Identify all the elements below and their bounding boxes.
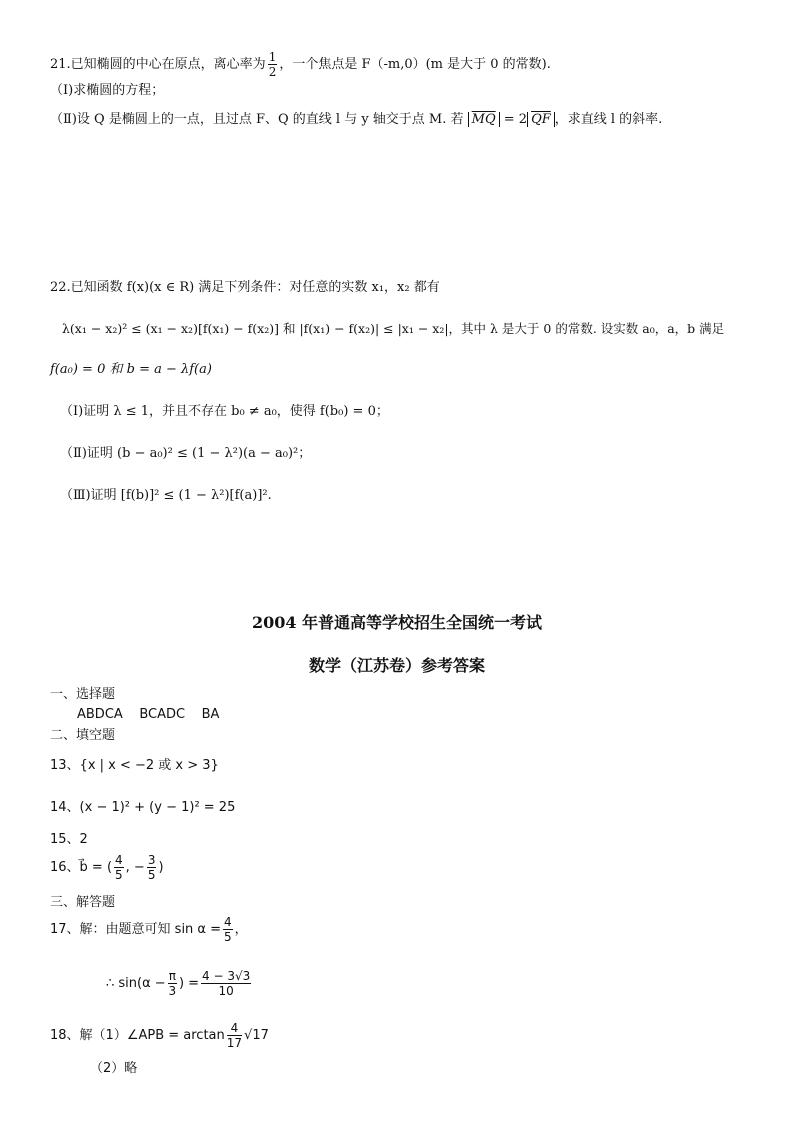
vector-qf: $\overline{QF}$ [527,112,555,127]
p21-part2-text-b: ，求直线 l 的斜率. [554,112,663,127]
p22-part3: （Ⅲ)证明 [f(b)]² ≤ (1 − λ²)[f(a)]². [60,488,272,503]
eccentricity-denominator: 2 [268,65,277,79]
p21-part2 [50,111,662,129]
answer-16-suffix: ) [158,860,164,875]
answer-15: 15、2 [50,832,88,847]
section-fill-heading: 二、填空题 [50,728,116,743]
answer-17c-den-2: 10 [218,984,234,998]
p22-condition: λ(x₁ − x₂)² ≤ (x₁ − x₂)[f(x₁) − f(x₂)] 和 |f(x₁) − f(x₂)| ≤ |x₁ − x₂|，其中 λ 是大于 0 的常数. 设实数 a₀，a，b 满足 [62,321,725,336]
answer-18-den: 17 [226,1036,243,1050]
answer-16-num-1: 4 [115,853,123,867]
answer-17-fraction [223,915,233,944]
answer-16 [50,853,164,882]
answer-18 [50,1021,269,1050]
answer-17-num: 4 [224,915,232,929]
answer-16-sep: , − [125,860,145,875]
answer-18-part2: （2）略 [90,1061,138,1076]
choice-answers: ABDCA BCADC BA [77,707,220,722]
answer-17c-num-2: 4 − 3√3 [202,969,251,983]
answer-16-fraction-1 [114,853,124,882]
answer-17-prefix: 17、解：由题意可知 sin α = [50,922,222,937]
p21-intro-text-a: 21.已知椭圆的中心在原点，离心率为 [50,57,266,72]
answer-17c-den-1: 3 [168,984,177,998]
answer-17c-fraction-2 [201,969,251,998]
p21-part1: （Ⅰ)求椭圆的方程； [50,83,165,98]
p22-part2: （Ⅱ)证明 (b − a₀)² ≤ (1 − λ²)(a − a₀)²； [60,446,312,461]
p21-intro [50,50,551,79]
answer-18-prefix: 18、解（1）∠APB = arctan [50,1028,225,1043]
vector-mq: $\overline{MQ}$ [468,112,500,127]
section-solution-heading: 三、解答题 [50,895,116,910]
answer-16-prefix: 16、b⃗ = ( [50,860,113,875]
answers-subtitle: 数学（江苏卷）参考答案 [308,656,485,675]
section-choice-heading: 一、选择题 [50,687,116,702]
p21-part2-eq: = 2 [499,112,528,127]
p21-part2-text-a: （Ⅱ)设 Q 是椭圆上的一点，且过点 F、Q 的直线 l 与 y 轴交于点 M. 若 [50,112,464,127]
answers-title: 2004 年普通高等学校招生全国统一考试 [251,613,543,632]
p22-part1: （Ⅰ)证明 λ ≤ 1，并且不存在 b₀ ≠ a₀，使得 f(b₀) = 0； [60,404,389,419]
eccentricity-numerator: 1 [268,50,277,64]
answer-17c-mid: ) = [178,976,200,991]
answer-17c-prefix: ∴ sin(α − [106,976,166,991]
answer-18-fraction [227,1021,242,1050]
answer-16-den-1: 5 [115,868,123,882]
answer-16-den-2: 5 [147,868,156,882]
p21-intro-text-b: ，一个焦点是 F（-m,0）(m 是大于 0 的常数). [279,57,551,72]
answer-17c-fraction-1 [168,969,177,998]
answer-18-num: 4 [227,1021,242,1036]
answer-17-conclusion [106,969,253,998]
answer-13: 13、{x | x < −2 或 x > 3} [50,758,219,773]
p22-condition2: f(a₀) = 0 和 b = a − λf(a) [50,362,212,377]
eccentricity-fraction [268,50,278,79]
answer-14: 14、(x − 1)² + (y − 1)² = 25 [50,800,236,815]
p22-intro: 22.已知函数 f(x)(x ∈ R) 满足下列条件：对任意的实数 x₁，x₂ 都有 [50,280,440,295]
answer-17-suffix: ， [234,922,248,937]
answer-17-den: 5 [224,930,232,944]
answer-16-fraction-2 [147,853,157,882]
answer-17 [50,915,248,944]
answer-18-suffix: √17 [244,1028,269,1043]
answer-17c-num-1: π [168,969,176,983]
answer-16-num-2: 3 [147,853,156,867]
